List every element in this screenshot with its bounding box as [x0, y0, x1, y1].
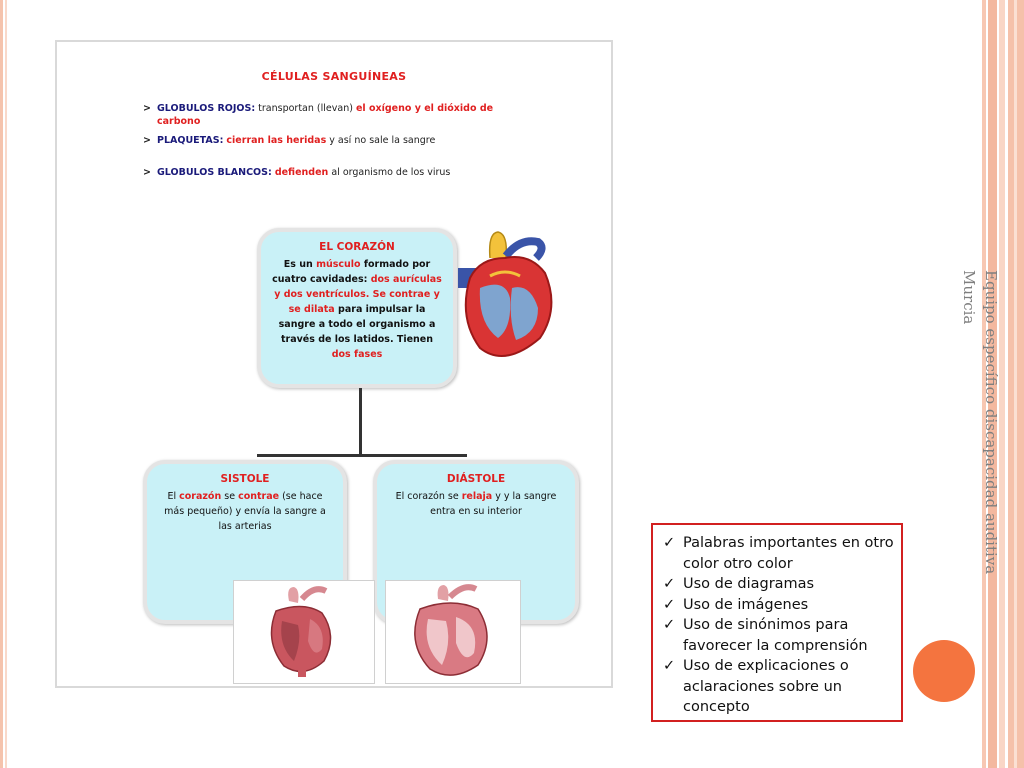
bullet-globulos-blancos: > GLOBULOS BLANCOS: defienden al organismo de los virus — [143, 167, 451, 178]
bullet-plaquetas: > PLAQUETAS: cierran las heridas y así no sale la sangre — [143, 135, 436, 146]
left-border-stripe-inner — [5, 0, 7, 768]
sistole-box: SISTOLE El corazón se contrae (se hace más pequeño) y envía la sangre a las arterias — [143, 460, 347, 624]
embedded-infographic — [55, 40, 613, 688]
checkmark-icon: ✓ — [663, 576, 676, 592]
list-item: ✓ Uso de explicaciones o aclaraciones sobre un concepto — [663, 658, 849, 715]
list-item: ✓ Uso de imágenes — [663, 595, 901, 616]
bullet-arrow-icon: > — [143, 103, 151, 114]
connector-line — [257, 454, 467, 457]
bullet-arrow-icon: > — [143, 135, 151, 146]
left-border-stripe — [0, 0, 3, 768]
side-caption: Equipo específico discapacidad auditiva Murcia — [960, 270, 1000, 575]
bullet-arrow-icon: > — [143, 167, 151, 178]
heart-anatomy-illustration — [450, 228, 560, 368]
diastole-box: DIÁSTOLE El corazón se relaja y y la sangre entra en su interior — [373, 460, 579, 624]
list-item: ✓ Uso de diagramas — [663, 574, 901, 595]
orange-circle-decoration — [913, 640, 975, 702]
checkmark-icon: ✓ — [663, 535, 676, 551]
checklist — [653, 525, 901, 718]
checkmark-icon: ✓ — [663, 596, 676, 613]
bullet-globulos-rojos: > GLOBULOS ROJOS: transportan (llevan) el oxígeno y el dióxido de carbono — [143, 103, 494, 127]
panel-title: CÉLULAS SANGUÍNEAS — [261, 70, 407, 83]
sistole-heart-image — [233, 580, 375, 684]
heart-definition-box: EL CORAZÓN Es un músculo formado por cuatro cavidades: dos aurículas y dos ventrículos. Se contrae y se dilata para impulsar la sangre a todo el organismo a través de los latidos. Tienen dos fases — [257, 228, 457, 388]
heart-relaxed-icon — [386, 581, 520, 683]
checkmark-icon: ✓ — [663, 658, 676, 674]
right-stripe — [1014, 0, 1017, 768]
connector-line — [359, 388, 362, 456]
list-item: ✓ Uso de sinónimos para favorecer la comprensión — [663, 617, 868, 654]
diastole-heart-image — [385, 580, 521, 684]
heart-contracted-icon — [234, 581, 374, 683]
strategies-checklist — [651, 523, 903, 722]
checkmark-icon: ✓ — [663, 617, 676, 633]
list-item: ✓ Palabras importantes en otro color otro color — [663, 535, 894, 572]
